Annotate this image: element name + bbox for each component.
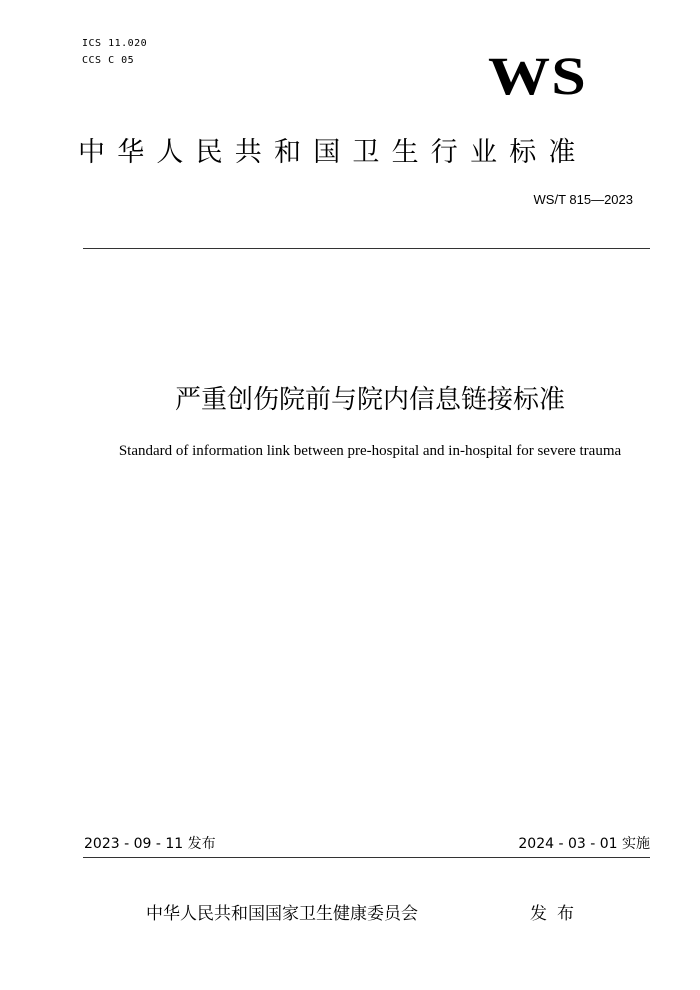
issuing-authority: 中华人民共和国国家卫生健康委员会 <box>146 904 418 924</box>
document-title-en: Standard of information link between pre-hospital and in-hospital for severe trauma <box>118 443 622 459</box>
bottom-divider <box>83 857 650 858</box>
implement-date: 2024 - 03 - 01 实施 <box>518 836 650 852</box>
standard-number: WS/T 815—2023 <box>533 192 633 207</box>
top-divider <box>83 248 650 249</box>
document-title-zh: 严重创伤院前与院内信息链接标准 <box>174 385 565 415</box>
ics-code: ICS 11.020 <box>82 38 148 49</box>
issue-label: 发布 <box>530 904 584 924</box>
issue-date: 2023 - 09 - 11 发布 <box>84 836 216 852</box>
classification-codes <box>82 35 147 69</box>
ws-logo: WS <box>488 46 587 106</box>
standard-category-title: 中华人民共和国卫生行业标准 <box>78 137 588 168</box>
ccs-code: CCS C 05 <box>82 55 135 66</box>
